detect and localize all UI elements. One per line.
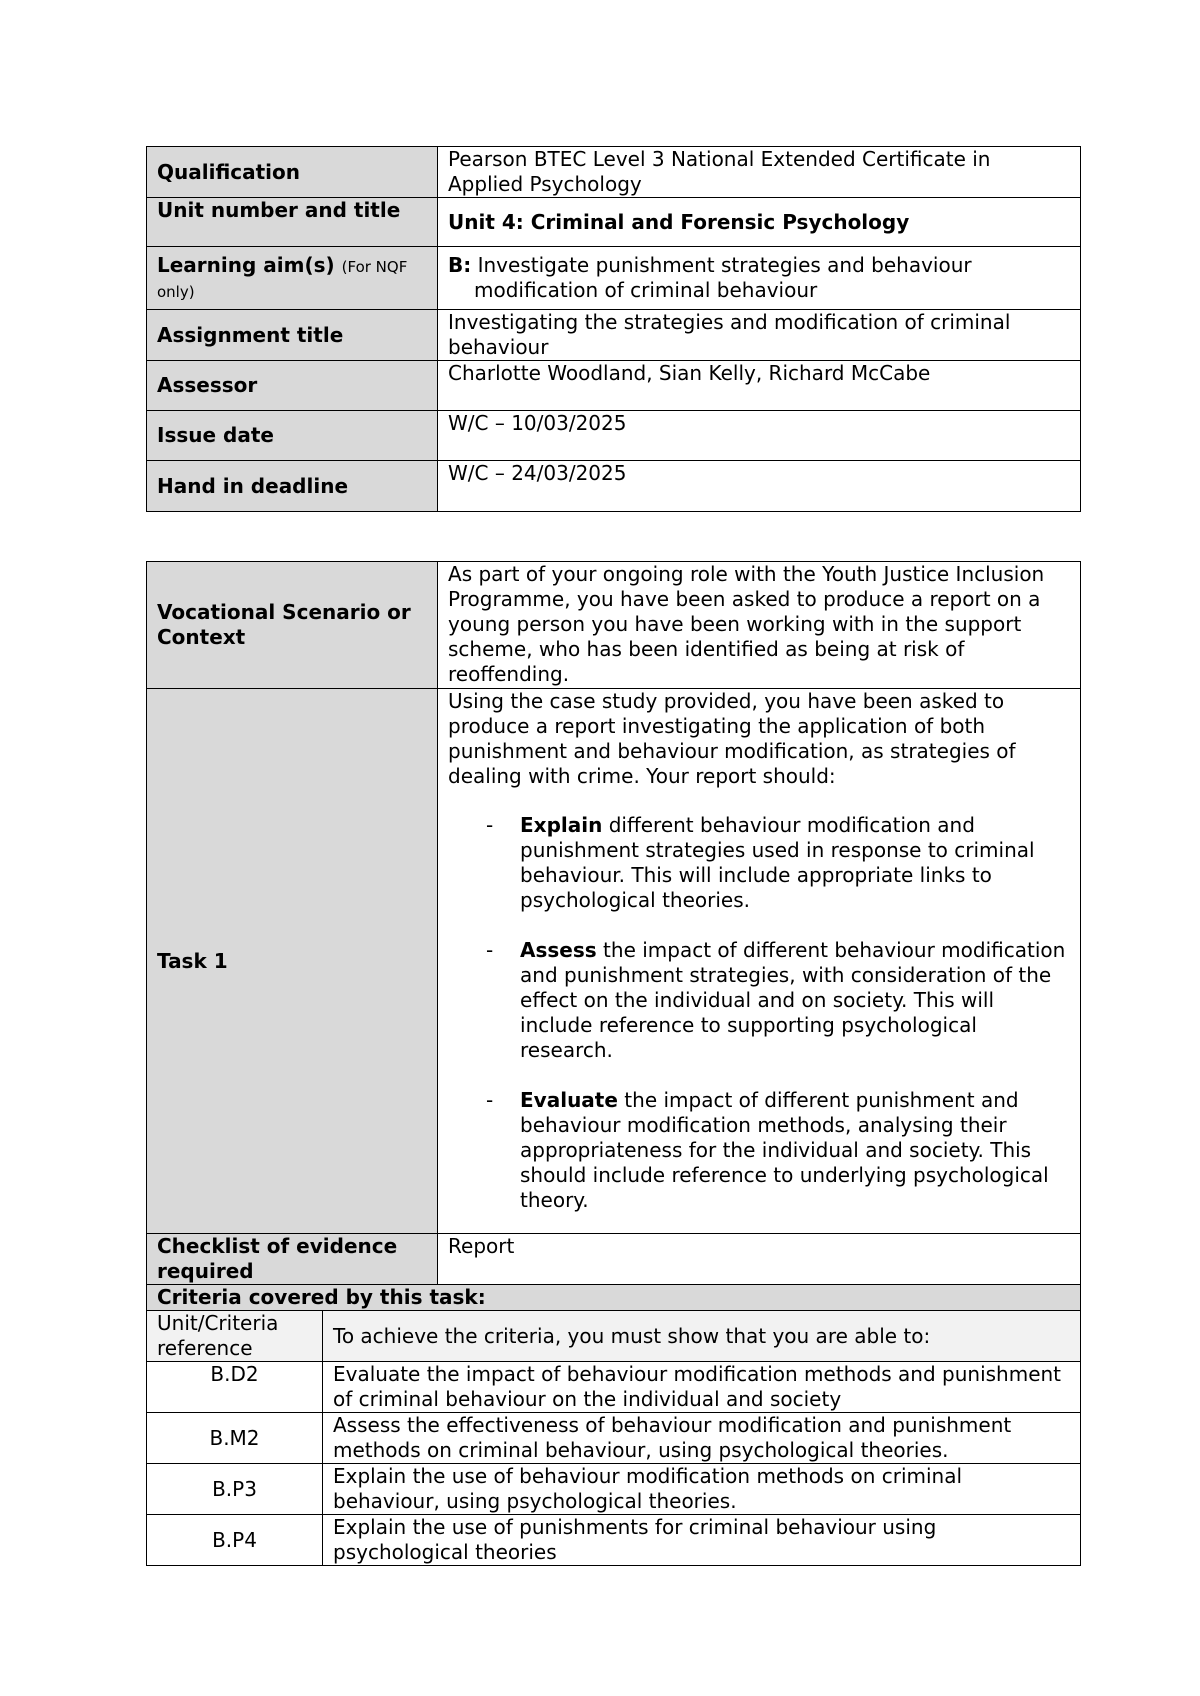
task1-label: Task 1 <box>147 689 438 1234</box>
issue-date-value: W/C – 10/03/2025 <box>438 411 1081 461</box>
issue-date-label: Issue date <box>147 411 438 461</box>
criteria-ref: B.D2 <box>147 1362 323 1413</box>
criteria-ref: B.P3 <box>147 1464 323 1515</box>
deadline-value: W/C – 24/03/2025 <box>438 461 1081 512</box>
task1-content <box>438 689 1081 1234</box>
bullet-text: the impact of different behaviour modification and punishment strategies, with consideration of the effect on the individual and on society. This will include reference to supporting psychological research. <box>520 938 1066 1062</box>
checklist-value: Report <box>438 1234 1081 1285</box>
criteria-ref-header: Unit/Criteria reference <box>147 1311 323 1362</box>
learning-aim-letter: B: <box>448 253 472 277</box>
learning-aim-label: Learning aim(s) <box>157 253 335 277</box>
bullet-keyword: Evaluate <box>520 1088 618 1112</box>
assignment-info-table <box>146 146 1081 512</box>
criteria-text: Assess the effectiveness of behaviour modification and punishment methods on criminal behaviour, using psychological theories. <box>323 1413 1081 1464</box>
criteria-text: Evaluate the impact of behaviour modification methods and punishment of criminal behaviour on the individual and society <box>323 1362 1081 1413</box>
qualification-value: Pearson BTEC Level 3 National Extended Certificate in Applied Psychology <box>438 147 1081 198</box>
unit-value: Unit 4: Criminal and Forensic Psychology <box>438 198 1081 247</box>
task1-bullet-evaluate <box>448 1088 1070 1213</box>
learning-aim-value: Investigate punishment strategies and behaviour modification of criminal behaviour <box>474 253 972 302</box>
assignment-title-value: Investigating the strategies and modification of criminal behaviour <box>438 310 1081 361</box>
criteria-ref: B.M2 <box>147 1413 323 1464</box>
scenario-text: As part of your ongoing role with the Youth Justice Inclusion Programme, you have been asked to produce a report on a young person you have been working with in the support scheme, who has been identified as being at risk of reoffending. <box>438 562 1081 689</box>
deadline-label: Hand in deadline <box>147 461 438 512</box>
task-table <box>146 561 1081 1566</box>
criteria-text: Explain the use of punishments for criminal behaviour using psychological theories <box>323 1515 1081 1566</box>
task1-bullet-explain <box>448 813 1070 913</box>
criteria-desc-header: To achieve the criteria, you must show that you are able to: <box>323 1311 1081 1362</box>
criteria-text: Explain the use of behaviour modification methods on criminal behaviour, using psychological theories. <box>323 1464 1081 1515</box>
scenario-label: Vocational Scenario or Context <box>147 562 438 689</box>
qualification-label: Qualification <box>147 147 438 198</box>
bullet-marker: - <box>486 938 494 962</box>
assessor-label: Assessor <box>147 361 438 411</box>
unit-label: Unit number and title <box>147 198 438 247</box>
bullet-keyword: Explain <box>520 813 603 837</box>
criteria-heading: Criteria covered by this task: <box>147 1285 1081 1311</box>
task1-intro: Using the case study provided, you have been asked to produce a report investigating the application of both punishment and behaviour modification, as strategies of dealing with crime. Your report should: <box>448 689 1016 788</box>
learning-aim-note: (For NQF only) <box>157 258 408 301</box>
assessor-value: Charlotte Woodland, Sian Kelly, Richard McCabe <box>438 361 1081 411</box>
learning-aim-label-cell <box>147 247 438 310</box>
task1-bullet-assess <box>448 938 1070 1063</box>
bullet-text: different behaviour modification and punishment strategies used in response to criminal behaviour. This will include appropriate links to psychological theories. <box>520 813 1035 912</box>
bullet-marker: - <box>486 813 494 837</box>
bullet-keyword: Assess <box>520 938 597 962</box>
assignment-title-label: Assignment title <box>147 310 438 361</box>
criteria-ref: B.P4 <box>147 1515 323 1566</box>
learning-aim-value-cell <box>438 247 1081 310</box>
bullet-text: the impact of different punishment and behaviour modification methods, analysing their appropriateness for the individual and society. This should include reference to underlying psychological theory. <box>520 1088 1049 1212</box>
checklist-label: Checklist of evidence required <box>147 1234 438 1285</box>
bullet-marker: - <box>486 1088 494 1112</box>
task1-bullet-list <box>448 813 1070 1213</box>
